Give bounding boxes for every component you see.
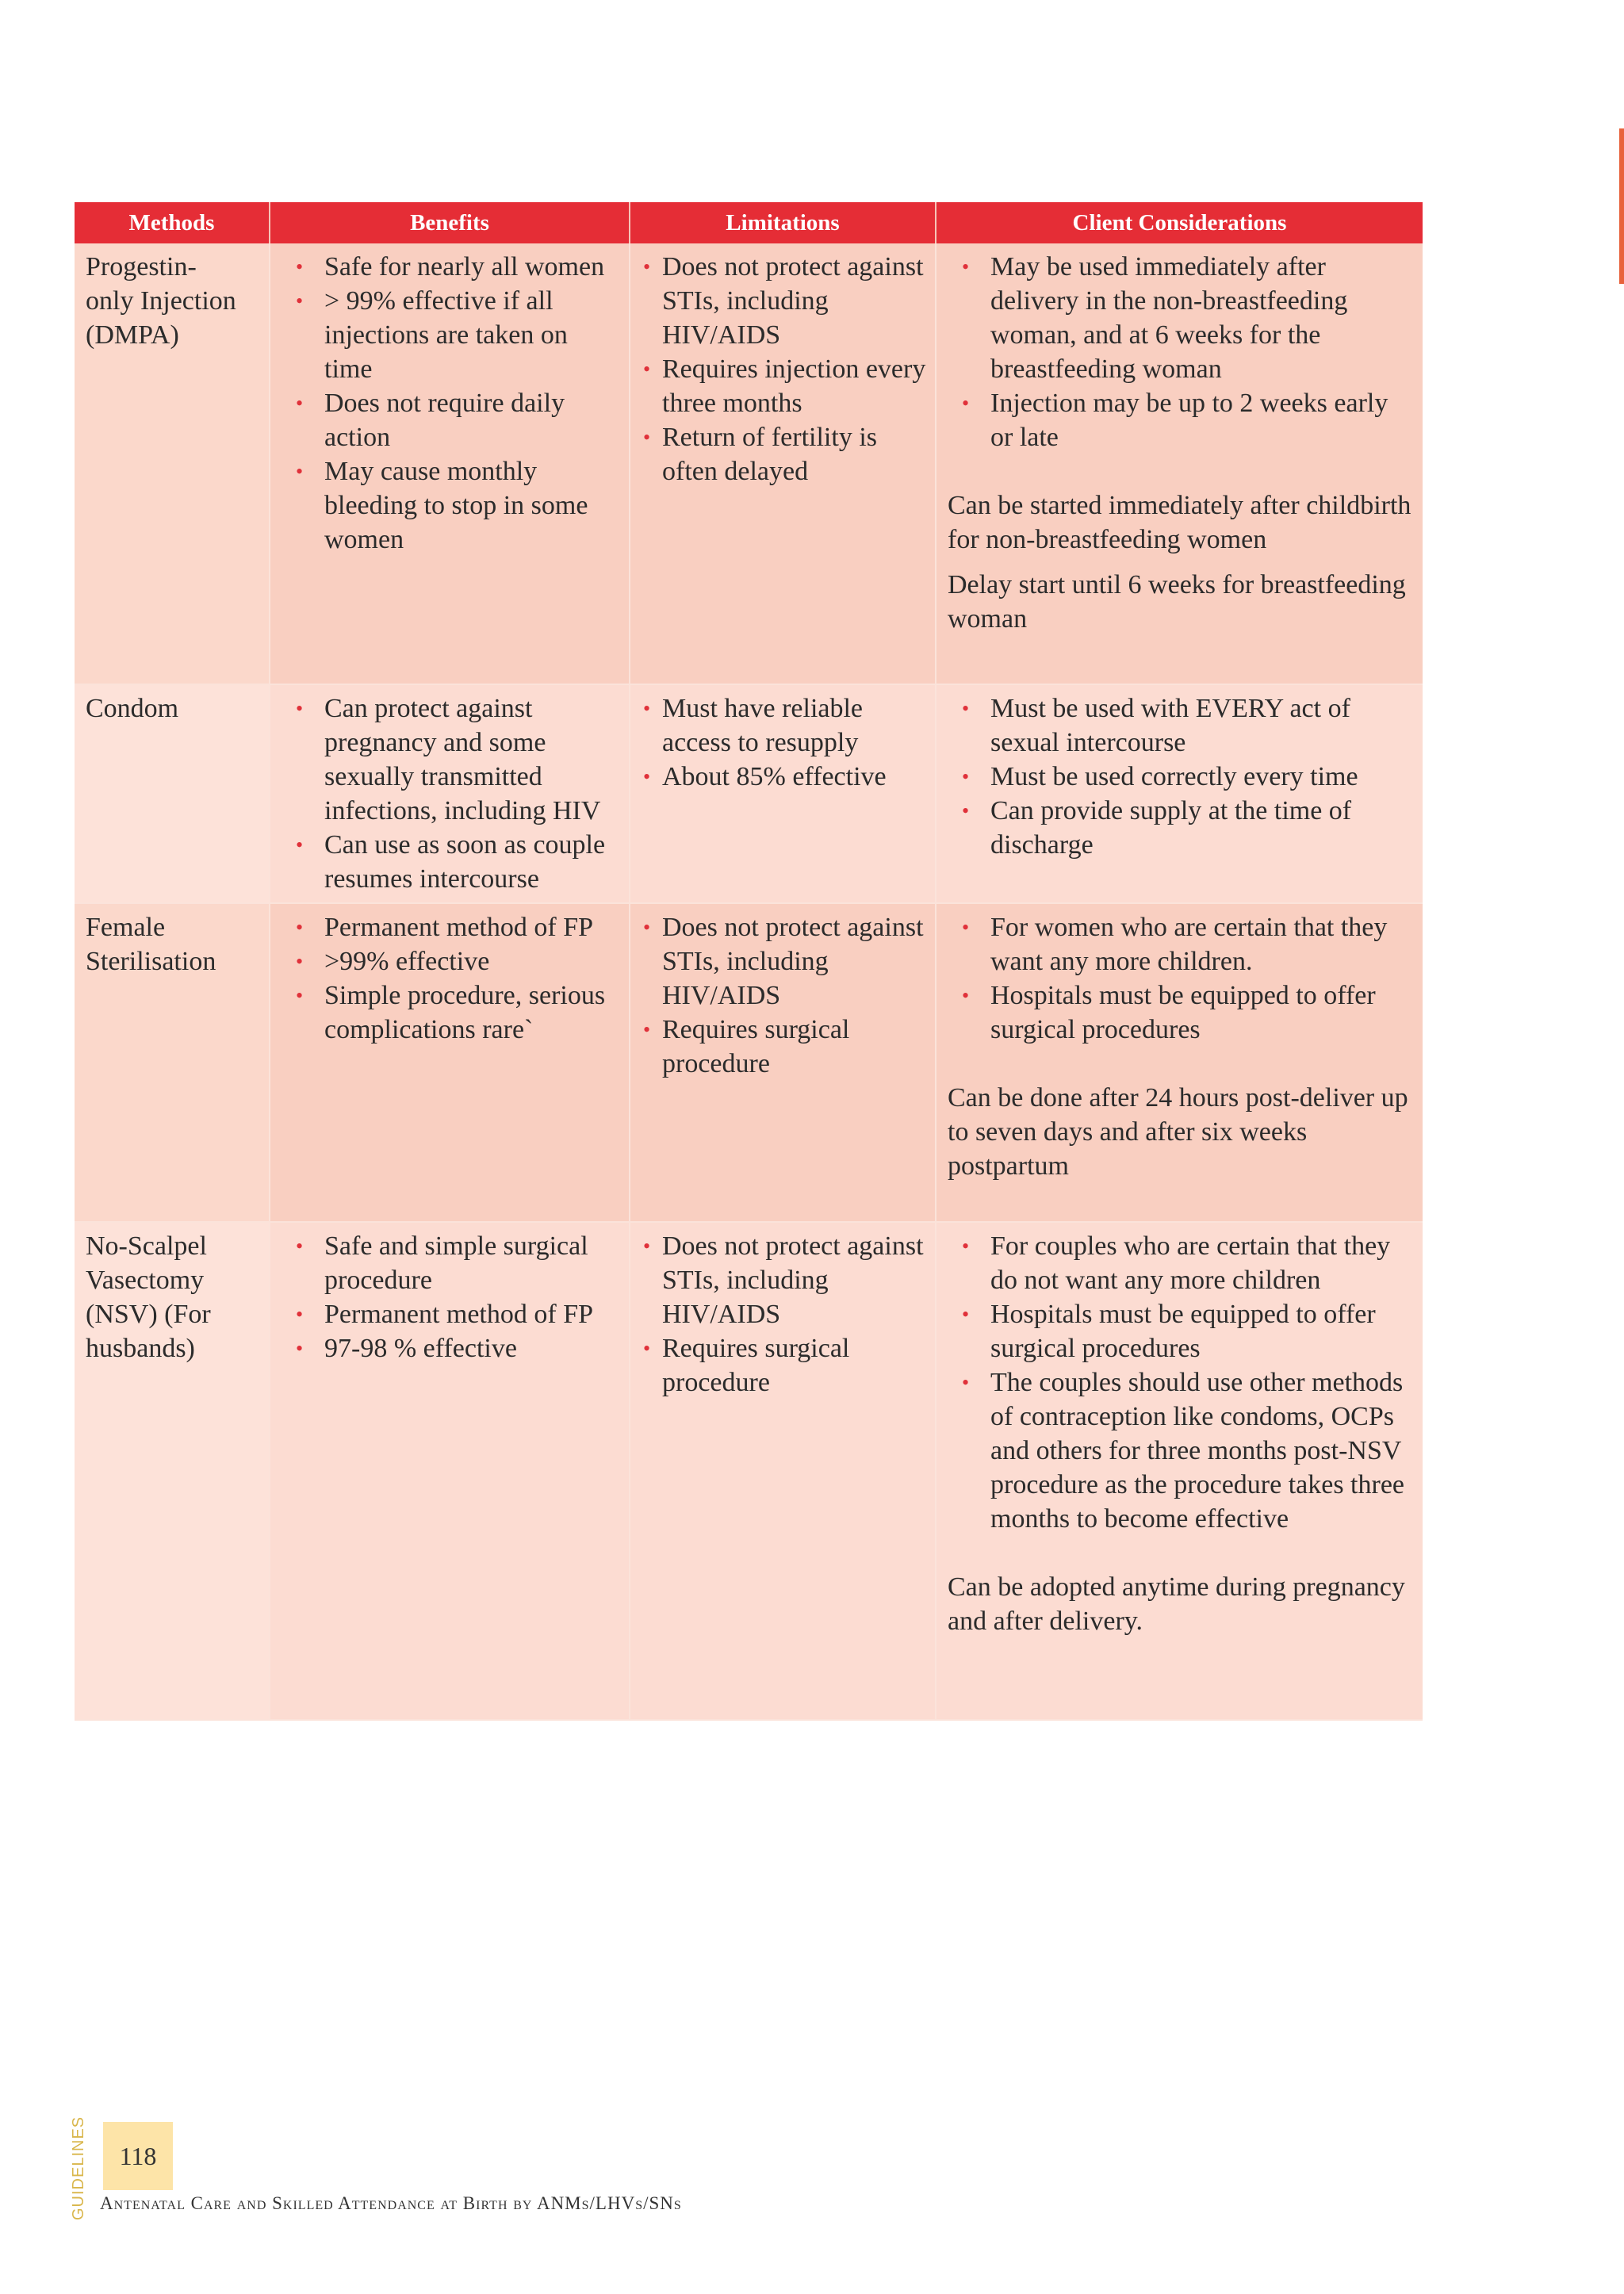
consideration-note: Can be done after 24 hours post-deliver up to seven days and after six weeks postpartum <box>948 1083 1408 1181</box>
limitations-list <box>642 691 927 794</box>
considerations-list <box>948 250 1415 454</box>
method-cell <box>75 903 270 1222</box>
list-item: • Must be used correctly every time <box>954 760 1415 794</box>
considerations-list <box>948 691 1415 862</box>
method-name-line: No-Scalpel <box>86 1231 207 1261</box>
list-item: • 97-98 % effective <box>288 1331 621 1365</box>
method-name-line: (NSV) (For <box>86 1300 211 1329</box>
method-name-line: Vasectomy <box>86 1266 205 1295</box>
table-header-row <box>75 202 1423 243</box>
list-item: • Hospitals must be equipped to offer surgical procedures <box>954 1297 1415 1365</box>
list-item: • Can protect against pregnancy and some sexually transmitted infections, including HIV <box>288 691 621 828</box>
table-row <box>75 1222 1423 1720</box>
consideration-note: Can be started immediately after childbirth for non-breastfeeding women <box>948 491 1411 554</box>
limitations-list <box>642 910 927 1081</box>
benefits-cell <box>270 684 630 903</box>
list-item: • For couples who are certain that they do not want any more children <box>954 1229 1415 1297</box>
header-limitations: Limitations <box>630 202 936 243</box>
list-item: • Requires surgical procedure <box>642 1331 927 1400</box>
benefits-cell <box>270 1222 630 1720</box>
list-item: • Can use as soon as couple resumes intercourse <box>288 828 621 896</box>
page-edge-mark <box>1619 128 1624 284</box>
benefits-list <box>282 691 621 896</box>
list-item: • Permanent method of FP <box>288 1297 621 1331</box>
page-number: 118 <box>103 2122 173 2190</box>
method-name-line: Condom <box>86 694 179 723</box>
benefits-cell <box>270 903 630 1222</box>
limitations-list <box>642 1229 927 1400</box>
list-item: • For women who are certain that they want any more children. <box>954 910 1415 978</box>
list-item: • Does not protect against STIs, including HIV/AIDS <box>642 250 927 352</box>
family-planning-methods-table <box>75 202 1423 1721</box>
list-item: • About 85% effective <box>642 760 927 794</box>
list-item: • Does not protect against STIs, including HIV/AIDS <box>642 910 927 1013</box>
benefits-list <box>282 1229 621 1365</box>
consideration-note: Can be adopted anytime during pregnancy and after delivery. <box>948 1572 1405 1636</box>
considerations-list <box>948 910 1415 1047</box>
list-item: • Does not require daily action <box>288 386 621 454</box>
list-item: • Must have reliable access to resupply <box>642 691 927 760</box>
considerations-list <box>948 1229 1415 1536</box>
list-item: • Requires injection every three months <box>642 352 927 420</box>
method-cell <box>75 1222 270 1720</box>
table-row <box>75 684 1423 903</box>
benefits-list <box>282 910 621 1047</box>
list-item: • Hospitals must be equipped to offer surgical procedures <box>954 978 1415 1047</box>
list-item: • Must be used with EVERY act of sexual intercourse <box>954 691 1415 760</box>
list-item: • The couples should use other methods of contraception like condoms, OCPs and others for three months post-NSV procedure as the procedure takes three months to become effective <box>954 1365 1415 1536</box>
list-item: • Return of fertility is often delayed <box>642 420 927 488</box>
method-name-line: only Injection <box>86 286 236 316</box>
list-item: • May cause monthly bleeding to stop in some women <box>288 454 621 557</box>
method-name-line: Female <box>86 913 166 942</box>
client-considerations-cell <box>936 1222 1423 1720</box>
method-name-line: Progestin- <box>86 252 197 281</box>
list-item: • Injection may be up to 2 weeks early or late <box>954 386 1415 454</box>
side-label: GUIDELINES <box>70 2116 87 2220</box>
limitations-cell <box>630 684 936 903</box>
method-cell <box>75 243 270 684</box>
header-benefits: Benefits <box>270 202 630 243</box>
benefits-list <box>282 250 621 557</box>
list-item: • >99% effective <box>288 944 621 978</box>
client-considerations-cell <box>936 243 1423 684</box>
client-considerations-cell <box>936 684 1423 903</box>
list-item: • Can provide supply at the time of discharge <box>954 794 1415 862</box>
benefits-cell <box>270 243 630 684</box>
method-cell <box>75 684 270 903</box>
list-item: • Safe for nearly all women <box>288 250 621 284</box>
list-item: • Requires surgical procedure <box>642 1013 927 1081</box>
limitations-cell <box>630 243 936 684</box>
table-row <box>75 903 1423 1222</box>
list-item: • Does not protect against STIs, including HIV/AIDS <box>642 1229 927 1331</box>
method-name-line: husbands) <box>86 1334 195 1363</box>
list-item: • Simple procedure, serious complications rare` <box>288 978 621 1047</box>
list-item: • Permanent method of FP <box>288 910 621 944</box>
header-client-considerations: Client Considerations <box>936 202 1423 243</box>
limitations-cell <box>630 1222 936 1720</box>
consideration-note: Delay start until 6 weeks for breastfeeding woman <box>948 570 1406 634</box>
method-name-line: (DMPA) <box>86 320 179 350</box>
client-considerations-cell <box>936 903 1423 1222</box>
list-item: • May be used immediately after delivery in the non-breastfeeding woman, and at 6 weeks for the breastfeeding woman <box>954 250 1415 386</box>
running-footer-title: Antenatal Care and Skilled Attendance at Birth by ANMs/LHVs/SNs <box>100 2193 682 2213</box>
list-item: • Safe and simple surgical procedure <box>288 1229 621 1297</box>
limitations-list <box>642 250 927 488</box>
method-name-line: Sterilisation <box>86 947 216 976</box>
list-item: • > 99% effective if all injections are taken on time <box>288 284 621 386</box>
table-row <box>75 243 1423 684</box>
header-methods: Methods <box>75 202 270 243</box>
limitations-cell <box>630 903 936 1222</box>
